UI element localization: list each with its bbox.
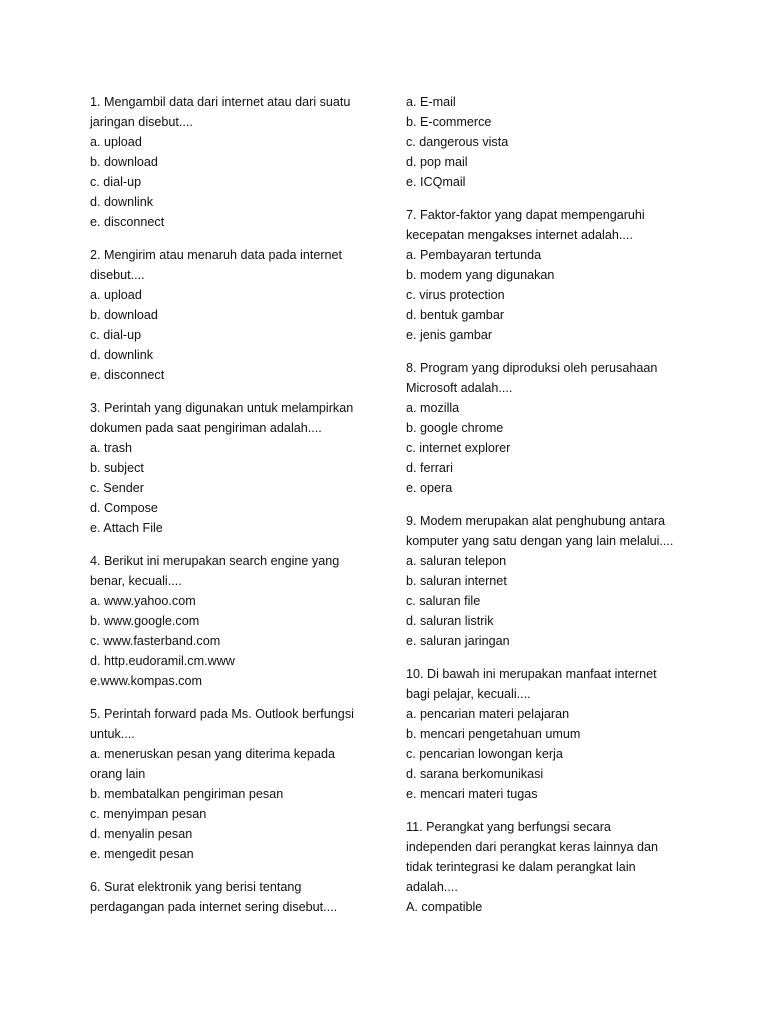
answer-option: b. download	[90, 155, 158, 169]
question-stem-line: 4. Berikut ini merupakan search engine yang	[90, 554, 340, 568]
answer-option: a. mozilla	[406, 401, 460, 415]
question-stem	[90, 92, 380, 132]
answer-option: d. sarana berkomunikasi	[406, 767, 544, 781]
answer-option: a. www.yahoo.com	[90, 594, 196, 608]
answer-option: e. mencari materi tugas	[406, 787, 538, 801]
answer-option: c. dial-up	[90, 175, 142, 189]
answer-option: c. virus protection	[406, 288, 505, 302]
answer-option: a. upload	[90, 288, 142, 302]
question-stem-line: 3. Perintah yang digunakan untuk melampirkan	[90, 401, 354, 415]
answer-option: c. dial-up	[90, 328, 142, 342]
question-stem-line: disebut....	[90, 268, 145, 282]
answer-option: a. pencarian materi pelajaran	[406, 707, 570, 721]
question-block	[406, 511, 686, 651]
question-stem	[406, 664, 686, 704]
answer-option: c. saluran file	[406, 594, 481, 608]
answer-options	[90, 132, 380, 232]
answer-option: d. Compose	[90, 501, 158, 515]
answer-option: d. http.eudoramil.cm.www	[90, 654, 235, 668]
question-stem-line: kecepatan mengakses internet adalah....	[406, 228, 633, 242]
answer-option: b. download	[90, 308, 158, 322]
answer-options	[406, 398, 686, 498]
question-stem-line: 8. Program yang diproduksi oleh perusahaan	[406, 361, 658, 375]
answer-options	[406, 92, 686, 192]
question-stem	[90, 398, 380, 438]
answer-option: a. upload	[90, 135, 142, 149]
answer-option: b. google chrome	[406, 421, 504, 435]
question-stem	[406, 817, 686, 897]
answer-option: e. mengedit pesan	[90, 847, 194, 861]
question-block	[90, 551, 380, 691]
question-stem	[406, 205, 686, 245]
answer-option: e. opera	[406, 481, 453, 495]
question-stem-line: tidak terintegrasi ke dalam perangkat lain	[406, 860, 636, 874]
question-stem-line: 10. Di bawah ini merupakan manfaat internet	[406, 667, 657, 681]
answer-option: d. downlink	[90, 348, 154, 362]
question-stem-line: benar, kecuali....	[90, 574, 182, 588]
answer-option: b. saluran internet	[406, 574, 507, 588]
answer-options	[90, 285, 380, 385]
answer-option: b. modem yang digunakan	[406, 268, 555, 282]
answer-option: a. E-mail	[406, 95, 456, 109]
answer-option: e. disconnect	[90, 215, 165, 229]
answer-option: b. subject	[90, 461, 144, 475]
answer-option: c. menyimpan pesan	[90, 807, 207, 821]
left-column	[90, 92, 380, 930]
answer-options	[406, 897, 686, 917]
answer-option: a. trash	[90, 441, 132, 455]
question-stem-line: 5. Perintah forward pada Ms. Outlook berfungsi	[90, 707, 354, 721]
answer-option: b. E-commerce	[406, 115, 492, 129]
question-block	[406, 664, 686, 804]
question-stem-line: 9. Modem merupakan alat penghubung antara	[406, 514, 666, 528]
answer-options	[406, 704, 686, 804]
question-stem-line: untuk....	[90, 727, 135, 741]
answer-option: e. Attach File	[90, 521, 163, 535]
question-stem	[90, 551, 380, 591]
question-stem-line: jaringan disebut....	[90, 115, 193, 129]
answer-option: d. ferrari	[406, 461, 453, 475]
question-block	[406, 92, 686, 192]
answer-options	[90, 591, 380, 691]
answer-option: d. bentuk gambar	[406, 308, 505, 322]
answer-options	[406, 245, 686, 345]
answer-option: a. saluran telepon	[406, 554, 507, 568]
answer-option: b. www.google.com	[90, 614, 200, 628]
question-stem-line: 1. Mengambil data dari internet atau dari suatu	[90, 95, 351, 109]
question-block	[90, 877, 380, 917]
answer-options	[406, 551, 686, 651]
question-stem-line: perdagangan pada internet sering disebut....	[90, 900, 338, 914]
question-stem-line: bagi pelajar, kecuali....	[406, 687, 531, 701]
question-block	[90, 245, 380, 385]
question-stem-line: 2. Mengirim atau menaruh data pada internet	[90, 248, 343, 262]
answer-option: d. menyalin pesan	[90, 827, 193, 841]
question-stem	[406, 358, 686, 398]
question-block	[406, 205, 686, 345]
right-column	[406, 92, 686, 930]
answer-option: c. www.fasterband.com	[90, 634, 221, 648]
answer-option: c. Sender	[90, 481, 144, 495]
question-block	[90, 398, 380, 538]
answer-option: b. mencari pengetahuan umum	[406, 727, 581, 741]
answer-option: e. ICQmail	[406, 175, 466, 189]
question-block	[406, 358, 686, 498]
answer-option: d. saluran listrik	[406, 614, 494, 628]
answer-option: c. pencarian lowongan kerja	[406, 747, 563, 761]
question-stem	[90, 704, 380, 744]
question-stem	[90, 877, 380, 917]
answer-option: c. dangerous vista	[406, 135, 509, 149]
answer-option: orang lain	[90, 767, 146, 781]
question-stem-line: adalah....	[406, 880, 458, 894]
answer-option: A. compatible	[406, 900, 483, 914]
answer-options	[90, 438, 380, 538]
question-stem-line: 6. Surat elektronik yang berisi tentang	[90, 880, 302, 894]
answer-option: d. pop mail	[406, 155, 468, 169]
question-stem-line: dokumen pada saat pengiriman adalah....	[90, 421, 322, 435]
question-stem	[406, 511, 686, 551]
answer-option: d. downlink	[90, 195, 154, 209]
answer-option: e. jenis gambar	[406, 328, 493, 342]
question-stem-line: 7. Faktor-faktor yang dapat mempengaruhi	[406, 208, 645, 222]
question-stem-line: 11. Perangkat yang berfungsi secara	[406, 820, 611, 834]
question-stem	[90, 245, 380, 285]
answer-option: c. internet explorer	[406, 441, 511, 455]
answer-option: e.www.kompas.com	[90, 674, 202, 688]
question-block	[90, 92, 380, 232]
answer-option: e. saluran jaringan	[406, 634, 510, 648]
answer-options	[90, 744, 380, 864]
answer-option: a. Pembayaran tertunda	[406, 248, 542, 262]
answer-option: e. disconnect	[90, 368, 165, 382]
question-stem-line: independen dari perangkat keras lainnya dan	[406, 840, 659, 854]
question-stem-line: Microsoft adalah....	[406, 381, 513, 395]
answer-option: b. membatalkan pengiriman pesan	[90, 787, 284, 801]
question-block	[406, 817, 686, 917]
question-stem-line: komputer yang satu dengan yang lain melalui....	[406, 534, 674, 548]
answer-option: a. meneruskan pesan yang diterima kepada	[90, 747, 336, 761]
question-block	[90, 704, 380, 864]
